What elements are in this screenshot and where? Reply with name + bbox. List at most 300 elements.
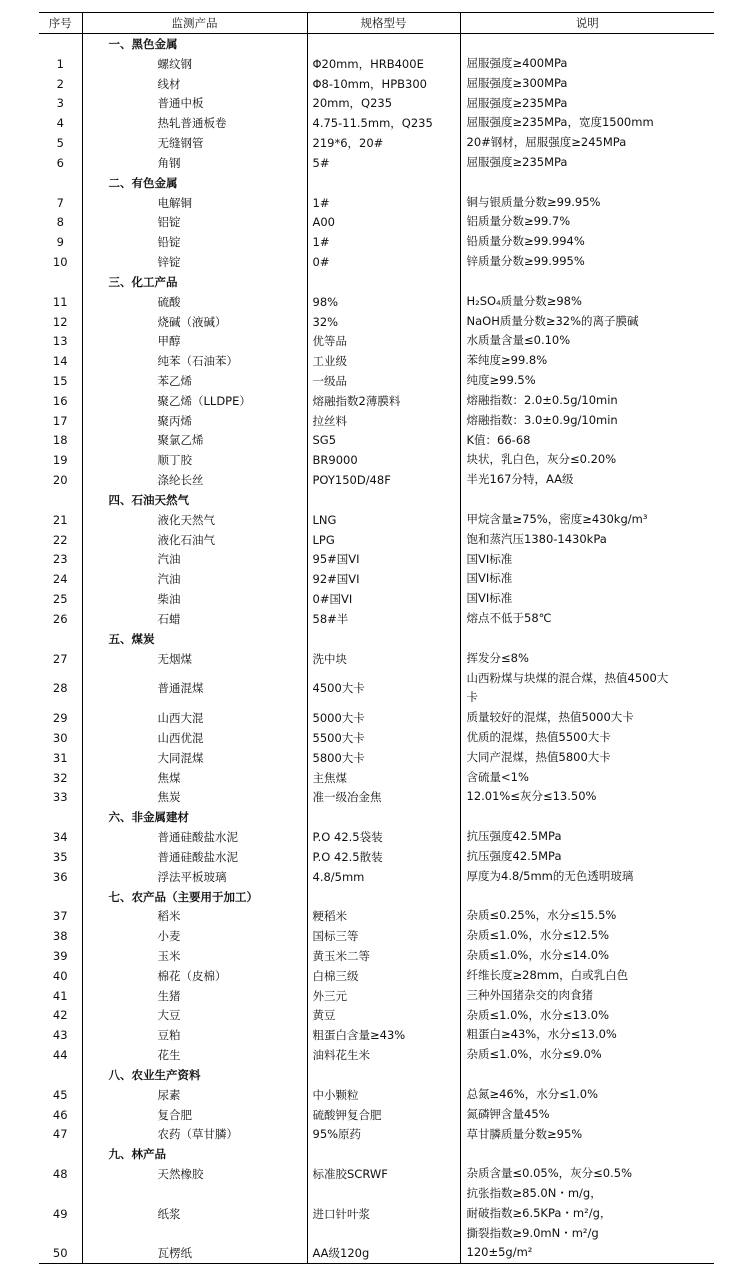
product-name-cell: 硫酸 bbox=[82, 292, 307, 312]
index-cell: 26 bbox=[52, 611, 68, 626]
table-row bbox=[39, 1125, 714, 1145]
category-index-cell bbox=[39, 629, 82, 649]
product-name-cell: 复合肥 bbox=[82, 1105, 307, 1125]
index-cell: 35 bbox=[52, 849, 68, 864]
note-cell bbox=[460, 1006, 714, 1026]
index-cell: 7 bbox=[56, 195, 64, 210]
index-cell: 22 bbox=[52, 532, 68, 547]
note-cell bbox=[460, 232, 714, 252]
index-cell: 45 bbox=[52, 1087, 68, 1102]
note-cell bbox=[460, 252, 714, 272]
note-line: 半光167分特，AA级 bbox=[466, 472, 574, 487]
note-line: 国VI标准 bbox=[466, 571, 513, 586]
spec-cell: 粳稻米 bbox=[307, 906, 460, 926]
index-cell: 24 bbox=[52, 572, 68, 587]
category-label: 四、石油天然气 bbox=[82, 490, 307, 510]
spec-cell: 优等品 bbox=[307, 331, 460, 351]
note-cell bbox=[460, 312, 714, 332]
table-row bbox=[39, 787, 714, 807]
table-row bbox=[39, 827, 714, 847]
category-label: 一、黑色金属 bbox=[82, 34, 307, 54]
table-row bbox=[39, 1164, 714, 1184]
note-cell bbox=[460, 1085, 714, 1105]
spec-cell: 5000大卡 bbox=[307, 708, 460, 728]
note-cell bbox=[460, 351, 714, 371]
note-cell bbox=[460, 867, 714, 887]
category-spec-cell bbox=[307, 272, 460, 292]
product-name-cell: 线材 bbox=[82, 74, 307, 94]
product-name-cell: 聚氯乙烯 bbox=[82, 431, 307, 451]
category-label: 九、林产品 bbox=[82, 1144, 307, 1164]
note-cell bbox=[460, 510, 714, 530]
product-name-cell: 汽油 bbox=[82, 569, 307, 589]
category-spec-cell bbox=[307, 1065, 460, 1085]
note-line: 块状，乳白色，灰分≤0.20% bbox=[466, 452, 617, 467]
product-name-cell: 棉花（皮棉） bbox=[82, 966, 307, 986]
note-cell bbox=[460, 649, 714, 669]
table-row bbox=[39, 946, 714, 966]
table-row bbox=[39, 847, 714, 867]
spec-cell: 洗中块 bbox=[307, 649, 460, 669]
spec-cell: 工业级 bbox=[307, 351, 460, 371]
note-cell bbox=[460, 787, 714, 807]
note-line: 抗压强度42.5MPa bbox=[466, 848, 562, 863]
category-index-cell bbox=[39, 1144, 82, 1164]
header-note: 说明 bbox=[460, 13, 714, 34]
spec-cell: 国标三等 bbox=[307, 926, 460, 946]
note-line: 水质量含量≤0.10% bbox=[466, 333, 571, 348]
spec-cell: 外三元 bbox=[307, 986, 460, 1006]
category-row bbox=[39, 629, 714, 649]
product-name-cell: 大同混煤 bbox=[82, 748, 307, 768]
note-cell bbox=[460, 331, 714, 351]
note-line: 总氮≥46%，水分≤1.0% bbox=[466, 1086, 599, 1101]
note-line: 铜与银质量分数≥99.95% bbox=[466, 194, 601, 209]
product-name-cell: 农药（草甘膦） bbox=[82, 1125, 307, 1145]
spec-cell: 95#国VI bbox=[307, 550, 460, 570]
product-name-cell: 角钢 bbox=[82, 153, 307, 173]
note-cell bbox=[460, 708, 714, 728]
category-row bbox=[39, 1065, 714, 1085]
category-spec-cell bbox=[307, 887, 460, 907]
index-cell: 6 bbox=[56, 155, 64, 170]
note-cell bbox=[460, 966, 714, 986]
note-cell bbox=[460, 906, 714, 926]
table-row bbox=[39, 93, 714, 113]
note-cell bbox=[460, 431, 714, 451]
spec-cell: 准一级冶金焦 bbox=[307, 787, 460, 807]
index-cell: 10 bbox=[52, 255, 68, 270]
spec-cell: 拉丝料 bbox=[307, 411, 460, 431]
table-header bbox=[39, 13, 714, 34]
table-row bbox=[39, 1025, 714, 1045]
product-name-cell: 普通混煤 bbox=[82, 669, 307, 709]
note-line: 杂质含量≤0.05%，灰分≤0.5% bbox=[466, 1166, 633, 1181]
index-cell: 39 bbox=[52, 949, 68, 963]
note-cell bbox=[460, 550, 714, 570]
product-name-cell: 天然橡胶 bbox=[82, 1164, 307, 1184]
index-cell: 30 bbox=[52, 730, 68, 745]
index-cell: 33 bbox=[52, 790, 68, 805]
category-label: 二、有色金属 bbox=[82, 173, 307, 193]
note-cell bbox=[460, 946, 714, 966]
spec-cell: 4.75-11.5mm，Q235 bbox=[307, 113, 460, 133]
table-row bbox=[39, 391, 714, 411]
table-row bbox=[39, 74, 714, 94]
note-line: 熔融指数：2.0±0.5g/10min bbox=[466, 392, 618, 407]
note-cell bbox=[460, 847, 714, 867]
product-name-cell: 普通硅酸盐水泥 bbox=[82, 827, 307, 847]
product-name-cell: 山西大混 bbox=[82, 708, 307, 728]
table-row bbox=[39, 1105, 714, 1125]
note-line: 杂质≤1.0%，水分≤9.0% bbox=[466, 1047, 602, 1062]
note-cell bbox=[460, 1025, 714, 1045]
index-cell: 14 bbox=[52, 354, 68, 369]
note-line: 草甘膦质量分数≥95% bbox=[466, 1126, 583, 1141]
spec-cell: 0#国VI bbox=[307, 589, 460, 609]
category-note-cell bbox=[460, 1144, 714, 1164]
note-cell bbox=[460, 728, 714, 748]
note-cell bbox=[460, 371, 714, 391]
category-row bbox=[39, 173, 714, 193]
product-name-cell: 浮法平板玻璃 bbox=[82, 867, 307, 887]
product-name-cell: 铝锭 bbox=[82, 212, 307, 232]
category-note-cell bbox=[460, 173, 714, 193]
product-name-cell: 生猪 bbox=[82, 986, 307, 1006]
spec-cell: 硫酸钾复合肥 bbox=[307, 1105, 460, 1125]
spec-cell: 219*6，20# bbox=[307, 133, 460, 153]
spec-cell: LPG bbox=[307, 530, 460, 550]
note-line: 三种外国猪杂交的肉食猪 bbox=[466, 987, 593, 1002]
note-line: 粗蛋白≥43%，水分≤13.0% bbox=[466, 1027, 617, 1042]
index-cell: 18 bbox=[52, 433, 68, 448]
product-name-cell: 铅锭 bbox=[82, 232, 307, 252]
index-cell: 11 bbox=[52, 294, 68, 309]
header-spec: 规格型号 bbox=[307, 13, 460, 34]
index-cell: 8 bbox=[56, 215, 64, 230]
product-name-cell: 柴油 bbox=[82, 589, 307, 609]
note-cell bbox=[460, 93, 714, 113]
index-cell: 46 bbox=[52, 1107, 68, 1122]
index-cell: 21 bbox=[52, 512, 68, 527]
note-line: 熔点不低于58℃ bbox=[466, 611, 552, 626]
product-name-cell: 电解铜 bbox=[82, 193, 307, 213]
product-name-cell: 无缝钢管 bbox=[82, 133, 307, 153]
table-row bbox=[39, 748, 714, 768]
table-row bbox=[39, 768, 714, 788]
note-line: 国VI标准 bbox=[466, 591, 513, 606]
table-row bbox=[39, 54, 714, 74]
spec-cell: 黄玉米二等 bbox=[307, 946, 460, 966]
spec-cell: 4.8/5mm bbox=[307, 867, 460, 887]
product-name-cell: 玉米 bbox=[82, 946, 307, 966]
note-cell bbox=[460, 589, 714, 609]
table-row bbox=[39, 351, 714, 371]
note-line: 厚度为4.8/5mm的无色透明玻璃 bbox=[466, 868, 634, 883]
category-note-cell bbox=[460, 34, 714, 54]
product-name-cell: 石蜡 bbox=[82, 609, 307, 629]
product-name-cell: 苯乙烯 bbox=[82, 371, 307, 391]
table-row bbox=[39, 609, 714, 629]
category-spec-cell bbox=[307, 629, 460, 649]
note-line: 饱和蒸汽压1380-1430kPa bbox=[466, 531, 607, 546]
note-cell bbox=[460, 391, 714, 411]
category-spec-cell bbox=[307, 490, 460, 510]
table-row bbox=[39, 867, 714, 887]
index-cell: 38 bbox=[52, 929, 68, 944]
category-index-cell bbox=[39, 173, 82, 193]
product-name-cell: 顺丁胶 bbox=[82, 450, 307, 470]
product-name-cell: 豆粕 bbox=[82, 1025, 307, 1045]
note-line: 卡 bbox=[466, 690, 478, 705]
category-note-cell bbox=[460, 490, 714, 510]
category-index-cell bbox=[39, 490, 82, 510]
note-line: 国VI标准 bbox=[466, 551, 513, 566]
table-row bbox=[39, 113, 714, 133]
table-row bbox=[39, 906, 714, 926]
product-name-cell: 聚乙烯（LLDPE） bbox=[82, 391, 307, 411]
index-cell: 32 bbox=[52, 770, 68, 785]
index-cell: 44 bbox=[52, 1048, 68, 1063]
table-row bbox=[39, 1006, 714, 1026]
header-row bbox=[39, 13, 714, 34]
note-line: 挥发分≤8% bbox=[466, 650, 529, 665]
product-name-cell: 无烟煤 bbox=[82, 649, 307, 669]
index-cell: 28 bbox=[52, 681, 68, 696]
index-cell: 3 bbox=[56, 96, 64, 111]
category-label: 八、农业生产资料 bbox=[82, 1065, 307, 1085]
spec-cell: 标准胶SCRWF bbox=[307, 1164, 460, 1184]
spec-cell: 0# bbox=[307, 252, 460, 272]
spec-cell: 32% bbox=[307, 312, 460, 332]
index-cell: 48 bbox=[52, 1167, 68, 1182]
spec-cell: 5800大卡 bbox=[307, 748, 460, 768]
note-cell bbox=[460, 113, 714, 133]
note-line: NaOH质量分数≥32%的离子膜碱 bbox=[466, 313, 639, 328]
index-cell: 41 bbox=[52, 988, 68, 1003]
table-row bbox=[39, 431, 714, 451]
category-label: 五、煤炭 bbox=[82, 629, 307, 649]
note-cell bbox=[460, 1164, 714, 1184]
index-cell: 27 bbox=[52, 651, 68, 666]
product-name-cell: 山西优混 bbox=[82, 728, 307, 748]
note-line: 杂质≤1.0%，水分≤12.5% bbox=[466, 928, 610, 943]
spec-cell: 油料花生米 bbox=[307, 1045, 460, 1065]
note-cell bbox=[460, 1045, 714, 1065]
index-cell: 29 bbox=[52, 711, 68, 726]
category-spec-cell bbox=[307, 1144, 460, 1164]
table-row bbox=[39, 530, 714, 550]
index-cell: 20 bbox=[52, 473, 68, 488]
note-line: 耐破指数≥6.5KPa・m²/g， bbox=[466, 1205, 612, 1220]
category-row bbox=[39, 490, 714, 510]
spec-cell: 一级品 bbox=[307, 371, 460, 391]
index-cell: 5 bbox=[56, 136, 64, 151]
note-line: 熔融指数：3.0±0.9g/10min bbox=[466, 412, 618, 427]
spec-cell: Φ8-10mm，HPB300 bbox=[307, 74, 460, 94]
spec-cell: POY150D/48F bbox=[307, 470, 460, 490]
product-name-cell: 聚丙烯 bbox=[82, 411, 307, 431]
spec-cell: 92#国VI bbox=[307, 569, 460, 589]
note-line: 质量较好的混煤，热值5000大卡 bbox=[466, 710, 634, 725]
table-body bbox=[39, 34, 714, 1264]
spec-cell: 进口针叶浆 bbox=[307, 1184, 460, 1243]
table-row bbox=[39, 252, 714, 272]
header-index: 序号 bbox=[39, 13, 82, 34]
note-line: H₂SO₄质量分数≥98% bbox=[466, 293, 582, 308]
index-cell: 34 bbox=[52, 830, 68, 845]
note-cell bbox=[460, 411, 714, 431]
note-line: 抗压强度42.5MPa bbox=[466, 829, 562, 844]
note-cell bbox=[460, 748, 714, 768]
note-line: 锌质量分数≥99.995% bbox=[466, 254, 585, 269]
note-line: 屈服强度≥300MPa bbox=[466, 75, 568, 90]
note-line: 铅质量分数≥99.994% bbox=[466, 234, 585, 249]
spec-cell: P.O 42.5袋装 bbox=[307, 827, 460, 847]
index-cell: 23 bbox=[52, 552, 68, 567]
product-name-cell: 普通中板 bbox=[82, 93, 307, 113]
table-row bbox=[39, 232, 714, 252]
table-row bbox=[39, 966, 714, 986]
product-name-cell: 汽油 bbox=[82, 550, 307, 570]
note-line: 屈服强度≥235MPa bbox=[466, 95, 568, 110]
category-note-cell bbox=[460, 272, 714, 292]
index-cell: 15 bbox=[52, 373, 68, 388]
note-cell bbox=[460, 292, 714, 312]
product-name-cell: 大豆 bbox=[82, 1006, 307, 1026]
table-row bbox=[39, 153, 714, 173]
note-line: 铝质量分数≥99.7% bbox=[466, 214, 571, 229]
table-row bbox=[39, 212, 714, 232]
category-row bbox=[39, 34, 714, 54]
table-row bbox=[39, 728, 714, 748]
table-row bbox=[39, 569, 714, 589]
category-spec-cell bbox=[307, 173, 460, 193]
product-name-cell: 涤纶长丝 bbox=[82, 470, 307, 490]
category-index-cell bbox=[39, 807, 82, 827]
category-index-cell bbox=[39, 887, 82, 907]
note-cell bbox=[460, 1125, 714, 1145]
spec-cell: A00 bbox=[307, 212, 460, 232]
note-cell bbox=[460, 54, 714, 74]
note-line: 山西粉煤与块煤的混合煤，热值4500大 bbox=[466, 670, 669, 685]
table-row bbox=[39, 1243, 714, 1263]
spec-cell: LNG bbox=[307, 510, 460, 530]
product-name-cell: 液化石油气 bbox=[82, 530, 307, 550]
spec-cell: 5500大卡 bbox=[307, 728, 460, 748]
table-row bbox=[39, 331, 714, 351]
category-note-cell bbox=[460, 807, 714, 827]
product-name-cell: 螺纹钢 bbox=[82, 54, 307, 74]
index-cell: 13 bbox=[52, 334, 68, 349]
category-row bbox=[39, 1144, 714, 1164]
spec-cell: 5# bbox=[307, 153, 460, 173]
spec-cell: 主焦煤 bbox=[307, 768, 460, 788]
table-row bbox=[39, 1085, 714, 1105]
note-line: 撕裂指数≥9.0mN・m²/g bbox=[466, 1225, 599, 1240]
product-name-cell: 焦煤 bbox=[82, 768, 307, 788]
table-row bbox=[39, 669, 714, 709]
table-row bbox=[39, 1045, 714, 1065]
note-line: 杂质≤1.0%，水分≤13.0% bbox=[466, 1007, 610, 1022]
table-row bbox=[39, 550, 714, 570]
category-label: 六、非金属建材 bbox=[82, 807, 307, 827]
spec-cell: Φ20mm，HRB400E bbox=[307, 54, 460, 74]
product-name-cell: 锌锭 bbox=[82, 252, 307, 272]
product-spec-table bbox=[39, 12, 714, 1264]
category-index-cell bbox=[39, 34, 82, 54]
table-row bbox=[39, 926, 714, 946]
spec-cell: 4500大卡 bbox=[307, 669, 460, 709]
note-cell bbox=[460, 609, 714, 629]
note-line: 屈服强度≥400MPa bbox=[466, 55, 568, 70]
note-cell bbox=[460, 827, 714, 847]
note-line: 大同产混煤，热值5800大卡 bbox=[466, 749, 611, 764]
category-label: 三、化工产品 bbox=[82, 272, 307, 292]
table-row bbox=[39, 371, 714, 391]
note-cell bbox=[460, 450, 714, 470]
note-cell bbox=[460, 1105, 714, 1125]
note-line: 纯度≥99.5% bbox=[466, 373, 536, 388]
spec-cell: 粗蛋白含量≥43% bbox=[307, 1025, 460, 1045]
category-label: 七、农产品（主要用于加工） bbox=[82, 887, 307, 907]
index-cell: 31 bbox=[52, 750, 68, 765]
product-name-cell: 焦炭 bbox=[82, 787, 307, 807]
index-cell: 49 bbox=[52, 1206, 68, 1221]
product-name-cell: 热轧普通板卷 bbox=[82, 113, 307, 133]
note-line: 苯纯度≥99.8% bbox=[466, 353, 548, 368]
index-cell: 1 bbox=[56, 56, 64, 71]
note-cell bbox=[460, 133, 714, 153]
table-row bbox=[39, 589, 714, 609]
category-row bbox=[39, 272, 714, 292]
table-row bbox=[39, 986, 714, 1006]
spec-cell: 58#半 bbox=[307, 609, 460, 629]
category-note-cell bbox=[460, 629, 714, 649]
product-name-cell: 小麦 bbox=[82, 926, 307, 946]
spec-cell: 98% bbox=[307, 292, 460, 312]
index-cell: 42 bbox=[52, 1008, 68, 1023]
index-cell: 4 bbox=[56, 116, 64, 131]
spec-cell: 20mm，Q235 bbox=[307, 93, 460, 113]
note-line: 甲烷含量≥75%，密度≥430kg/m³ bbox=[466, 511, 648, 526]
product-name-cell: 纯苯（石油苯） bbox=[82, 351, 307, 371]
product-name-cell: 花生 bbox=[82, 1045, 307, 1065]
index-cell: 12 bbox=[52, 314, 68, 329]
spec-cell: SG5 bbox=[307, 431, 460, 451]
note-line: 含硫量<1% bbox=[466, 769, 529, 784]
note-cell bbox=[460, 530, 714, 550]
note-line: K值：66-68 bbox=[466, 432, 531, 447]
category-spec-cell bbox=[307, 34, 460, 54]
note-line: 纤维长度≥28mm，白或乳白色 bbox=[466, 967, 629, 982]
index-cell: 36 bbox=[52, 869, 68, 884]
table-row bbox=[39, 649, 714, 669]
note-line: 12.01%≤灰分≤13.50% bbox=[466, 789, 597, 804]
table-row bbox=[39, 411, 714, 431]
category-note-cell bbox=[460, 887, 714, 907]
note-cell bbox=[460, 212, 714, 232]
note-cell bbox=[460, 669, 714, 709]
note-line: 优质的混煤，热值5500大卡 bbox=[466, 730, 611, 744]
table-row bbox=[39, 193, 714, 213]
table-row bbox=[39, 510, 714, 530]
index-cell: 25 bbox=[52, 592, 68, 607]
index-cell: 16 bbox=[52, 393, 68, 408]
note-line: 抗张指数≥85.0N・m/g， bbox=[466, 1186, 602, 1201]
category-row bbox=[39, 807, 714, 827]
table-row bbox=[39, 133, 714, 153]
